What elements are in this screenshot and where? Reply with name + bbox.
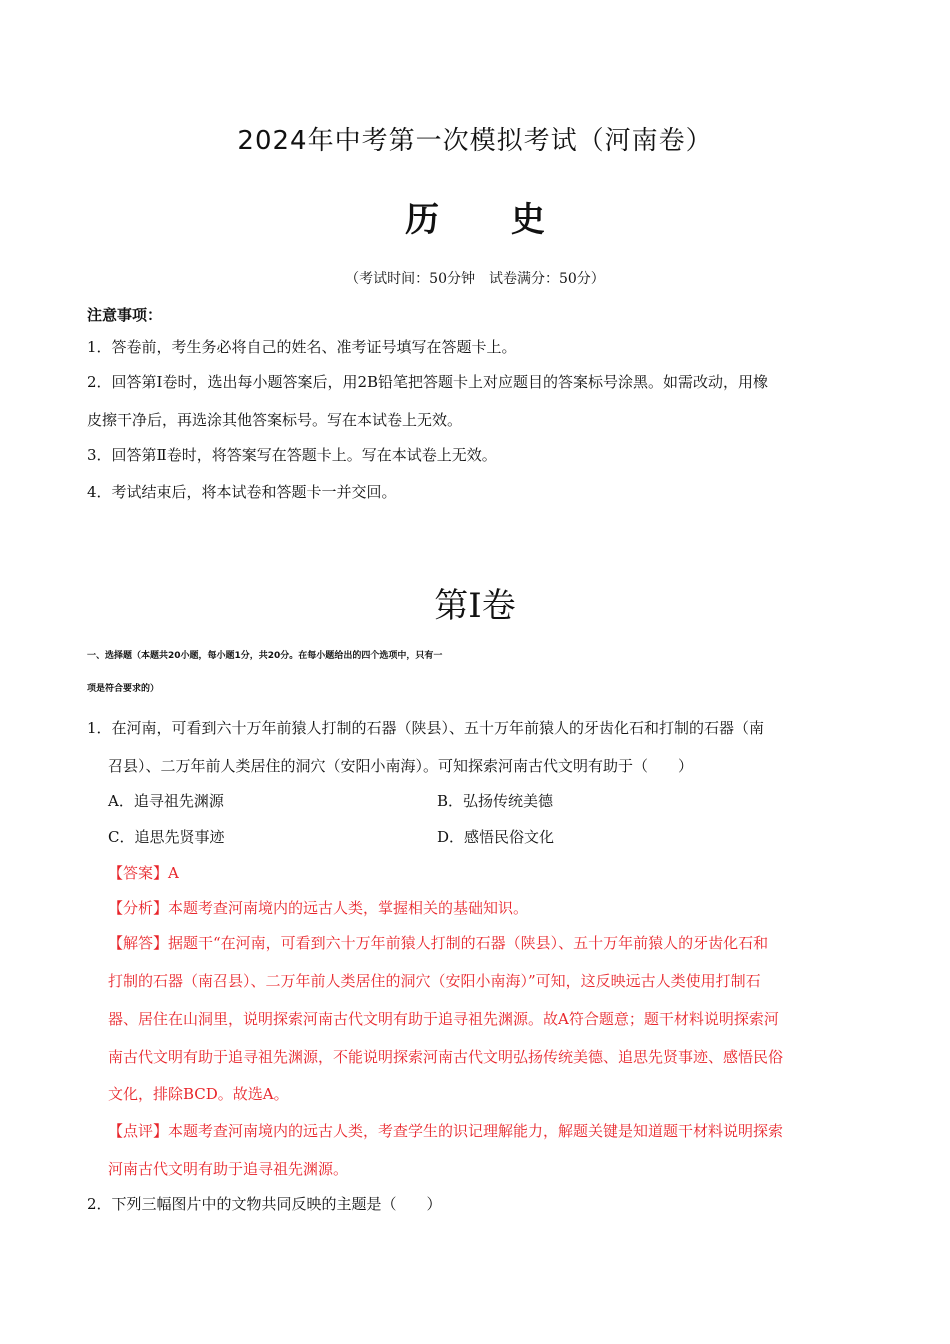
q2-stem: 2．下列三幅图片中的文物共同反映的主题是（ ）	[87, 1195, 442, 1213]
q1-option-d: D．感悟民俗文化	[437, 828, 555, 846]
q1-solution-line4: 南古代文明有助于追寻祖先渊源，不能说明探索河南古代文明弘扬传统美德、追思先贤事迹、感悟民俗	[108, 1048, 784, 1066]
exam-meta: （考试时间：50分钟 试卷满分：50分）	[345, 271, 605, 287]
q1-option-a: A．追寻祖先渊源	[108, 792, 224, 810]
q1-option-b: B．弘扬传统美德	[437, 792, 554, 810]
notice-item-1: 1．答卷前，考生务必将自己的姓名、准考证号填写在答题卡上。	[87, 338, 517, 356]
q1-solution-line3: 器、居住在山洞里，说明探索河南古代文明有助于追寻祖先渊源。故A符合题意；题干材料说明探索河	[108, 1010, 779, 1028]
q1-comment-line2: 河南古代文明有助于追寻祖先渊源。	[108, 1160, 349, 1178]
subject-title: 历 史	[405, 200, 575, 240]
volume-title: 第Ⅰ卷	[434, 586, 516, 626]
q1-comment-line1: 【点评】本题考查河南境内的远古人类，考查学生的识记理解能力，解题关键是知道题干材料说明探索	[108, 1122, 784, 1140]
q1-stem-line1: 1．在河南，可看到六十万年前猿人打制的石器（陕县）、五十万年前猿人的牙齿化石和打制的石器（南	[87, 719, 765, 737]
q1-stem-line2: 召县）、二万年前人类居住的洞穴（安阳小南海）。可知探索河南古代文明有助于（ ）	[108, 757, 694, 775]
notice-item-3: 3．回答第Ⅱ卷时，将答案写在答题卡上。写在本试卷上无效。	[87, 446, 497, 464]
notice-item-2: 2．回答第Ⅰ卷时，选出每小题答案后，用2B铅笔把答题卡上对应题目的答案标号涂黑。如需改动，用橡	[87, 373, 769, 391]
q1-answer: 【答案】A	[108, 864, 179, 882]
q1-analysis: 【分析】本题考查河南境内的远古人类，掌握相关的基础知识。	[108, 899, 529, 917]
notice-heading: 注意事项：	[87, 306, 163, 324]
section-heading-line1: 一、选择题（本题共20小题，每小题1分，共20分。在每小题给出的四个选项中，只有一	[87, 651, 443, 661]
q1-solution-line1: 【解答】据题干“在河南，可看到六十万年前猿人打制的石器（陕县）、五十万年前猿人的牙齿化石和	[108, 934, 769, 952]
q1-option-c: C．追思先贤事迹	[108, 828, 225, 846]
q1-solution-line2: 打制的石器（南召县）、二万年前人类居住的洞穴（安阳小南海）”可知，这反映远古人类使用打制石	[108, 972, 761, 990]
section-heading-line2: 项是符合要求的）	[87, 684, 160, 694]
exam-title: 2024年中考第一次模拟考试（河南卷）	[237, 126, 713, 156]
q1-solution-line5: 文化，排除BCD。故选A。	[108, 1085, 289, 1103]
notice-item-2-cont: 皮擦干净后，再选涂其他答案标号。写在本试卷上无效。	[87, 411, 463, 429]
notice-item-4: 4．考试结束后，将本试卷和答题卡一并交回。	[87, 483, 397, 501]
